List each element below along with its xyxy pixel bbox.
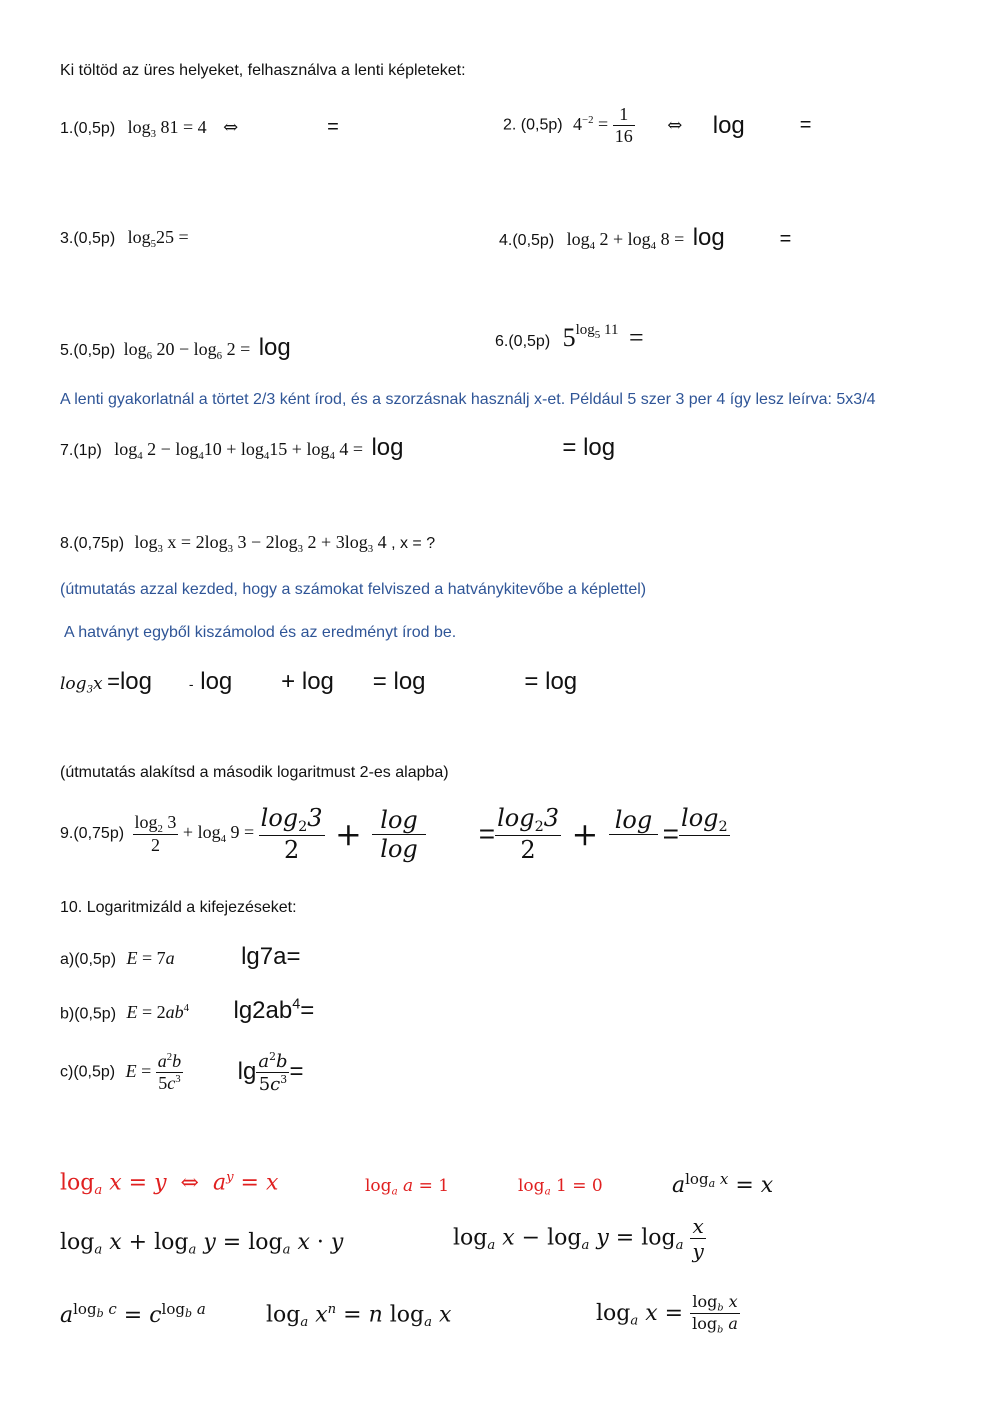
task-8-tail: , x = ? — [391, 535, 436, 552]
task-10b-answer[interactable]: $\lg 2ab^4=$ — [233, 997, 315, 1025]
task-5 — [60, 334, 291, 362]
task-1-label: 1.(0,5p) — [60, 120, 116, 137]
task-5-label: 5.(0,5p) — [60, 342, 116, 359]
equivalence-icon: ⇔ — [667, 115, 683, 136]
task-10-heading: 10. Logaritmizáld a kifejezéseket: — [60, 899, 297, 916]
task-10b-label: b)(0,5p) — [60, 1005, 117, 1023]
task-10a-label: a)(0,5p) — [60, 951, 117, 968]
task-8-row-plus: + log — [281, 668, 334, 695]
task-2 — [503, 104, 811, 147]
task-2-label: 2. (0,5p) — [503, 116, 563, 134]
task-10a-answer[interactable]: lg7a= — [241, 943, 301, 970]
task-6-label: 6.(0,5p) — [495, 333, 551, 350]
task-1 — [60, 116, 339, 140]
formula-definition: $\log_a x = y$ ⇔ $a^y = x$ — [60, 1170, 279, 1199]
task-7-log-2: = log — [562, 434, 616, 461]
task-10c — [60, 1050, 303, 1095]
formula-log-a-a: $\log_a a = 1$ — [365, 1176, 450, 1198]
task-4-expression: $\log_4 2 + \log_4 8$ = — [566, 229, 685, 252]
hint-8a: (útmutatás azzal kezded, hogy a számokat felviszed a hatványkitevőbe a képlettel) — [60, 581, 647, 598]
task-2-expression: $4^{-2}$ = $\frac{1}{16}$ — [573, 104, 633, 146]
formula-log-a-1: $\log_a 1 = 0$ — [518, 1176, 603, 1198]
task-9-expression: $\frac{\log_2 3}{2}$ + $\log_4 9$ = — [134, 811, 259, 856]
task-3 — [60, 227, 189, 250]
task-2-equals: = — [799, 114, 812, 136]
task-8-row-eq-1: = log — [372, 668, 426, 695]
task-8-row-eq-2: = log — [524, 668, 578, 695]
task-8-expression: $\log_3 x = 2\log_3$ $3 - 2\log_3$ $2 + 3\log_3$ 4 — [134, 532, 387, 555]
task-9: 9.(0,75p) $\frac{\log_2 3}{2}$ + $\log_4 9$ = $\frac{\log_23}{2}$ + $\frac{\log}{\log}$ = $\frac{\log_23}{2}$ + log = $\log_2$ — [60, 804, 728, 865]
formula-quotient: $\log_a x - \log_a y = \log_a$ $\frac{x}{y}$ — [453, 1214, 704, 1263]
task-10c-label: c)(0,5p) — [60, 1063, 116, 1081]
task-7-log-1: log — [371, 434, 404, 461]
task-9-frac-3: $\frac{\log_23}{2}$ — [497, 804, 559, 865]
task-7-expression: $\log_4 2 - \log_410 + \log_415 + \log_4 4$ = — [114, 439, 364, 462]
task-7-label: 7.(1p) — [60, 442, 102, 459]
task-1-equals: = — [327, 116, 339, 138]
task-10b — [60, 997, 314, 1025]
task-3-expression: $\log_525$ = — [127, 227, 189, 250]
task-4 — [499, 224, 791, 252]
task-5-log: log — [258, 334, 291, 361]
task-8 — [60, 532, 435, 555]
task-10c-answer[interactable]: lg $\frac{a^2b}{5c^3}$ = — [237, 1050, 304, 1096]
hint-9: (útmutatás alakítsd a második logaritmust 2-es alapba) — [60, 764, 449, 781]
intro-text: Ki töltöd az üres helyeket, felhasználva a lenti képleteket: — [60, 62, 466, 79]
task-9-frac-2: $\frac{\log}{\log}$ — [372, 806, 426, 863]
equivalence-icon: ⇔ — [223, 117, 239, 138]
task-9-equals-1: = — [478, 818, 496, 850]
task-10c-expression: E = $\frac{a^2b}{5c^3}$ — [125, 1051, 182, 1094]
task-8-row-log-1: log — [119, 668, 152, 695]
task-6 — [495, 322, 644, 353]
task-1-expression: $\log_3 81 = 4$ — [127, 117, 207, 140]
task-8-answer-row: $\log_3x =\log - \log + \log = \log = \log$ — [60, 668, 578, 696]
task-9-frac-5: $\log_2$ — [681, 804, 728, 836]
task-4-equals: = — [779, 228, 792, 250]
task-10b-expression: $E = 2ab^4$ — [126, 1002, 190, 1023]
task-8-label: 8.(0,75p) — [60, 535, 125, 552]
hint-8b: A hatványt egyből kiszámolod és az eredményt írod be. — [64, 624, 457, 641]
task-8-log3x: $\log_3x$ — [60, 674, 103, 696]
formula-power: $\log_a x^n = n$ $\log_a x$ — [266, 1302, 452, 1331]
task-10a — [60, 943, 300, 971]
task-2-log: log — [712, 111, 745, 139]
task-10a-expression: E = 7a — [126, 948, 175, 968]
task-6-expression: $5^{log_5 11}$ = — [562, 322, 644, 352]
task-9-equals-2: = — [662, 818, 680, 850]
task-5-expression: $\log_6 20 - \log_6 2$ = — [123, 339, 251, 362]
task-8-row-minus: - log — [188, 668, 233, 695]
fraction-note: A lenti gyakorlatnál a törtet 2/3 ként írod, és a szorzásnak használj x-et. Például 5 szer 3 per 4 így lesz leírva: 5x3/4 — [60, 391, 876, 408]
formula-exponent-swap: $a^{log_b c} = c^{log_b a}$ — [60, 1300, 206, 1328]
task-9-label: 9.(0,75p) — [60, 825, 125, 843]
task-4-log: log — [692, 224, 725, 251]
formula-change-base: $\log_a x$ = $\frac{\log_b x}{\log_b a}$ — [596, 1292, 738, 1336]
task-7 — [60, 434, 615, 462]
task-3-label: 3.(0,5p) — [60, 230, 116, 247]
formula-identity: $a^{log_a x} = x$ — [672, 1170, 774, 1198]
task-9-frac-4: log — [609, 806, 659, 863]
task-4-label: 4.(0,5p) — [499, 232, 555, 249]
task-9-frac-1: $\frac{\log_23}{2}$ — [260, 804, 323, 865]
formula-product: $\log_a x + \log_a y = \log_a x \cdot y$ — [60, 1230, 344, 1258]
